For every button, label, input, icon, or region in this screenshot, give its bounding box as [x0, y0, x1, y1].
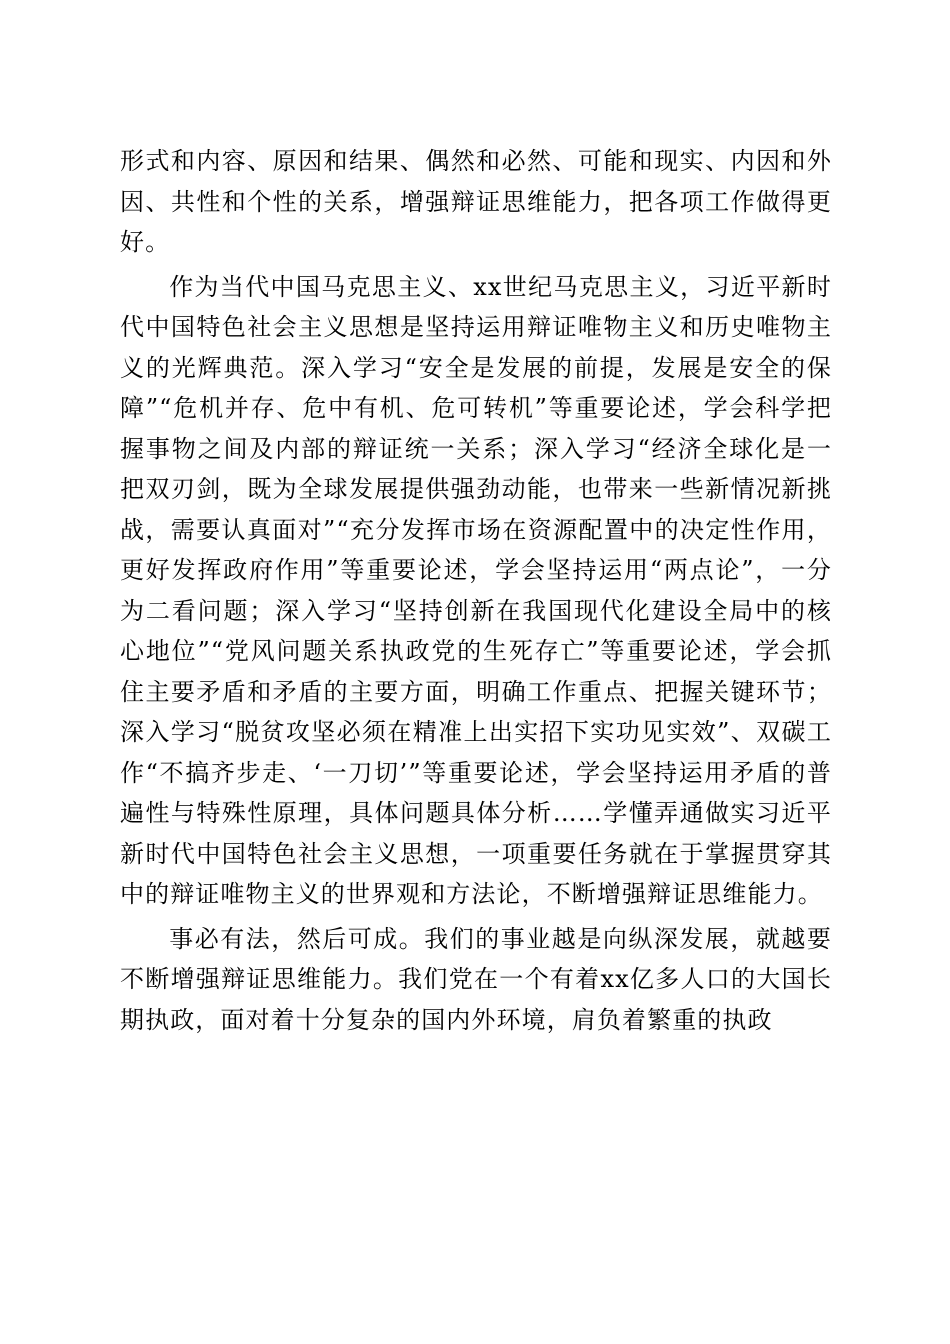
paragraph-method: 事必有法，然后可成。我们的事业越是向纵深发展，就越要不断增强辩证思维能力。我们党在一个有着xx亿多人口的大国长期执政，面对着十分复杂的国内外环境，肩负着繁重的执政	[120, 924, 832, 1034]
paragraph-continuation: 形式和内容、原因和结果、偶然和必然、可能和现实、内因和外因、共性和个性的关系，增强辩证思维能力，把各项工作做得更好。	[120, 147, 832, 256]
paragraph-dialectical-thought: 作为当代中国马克思主义、xx世纪马克思主义，习近平新时代中国特色社会主义思想是坚持运用辩证唯物主义和历史唯物主义的光辉典范。深入学习“安全是发展的前提，发展是安全的保障”“危机并存、危中有机、危可转机”等重要论述，学会科学把握事物之间及内部的辩证统一关系；深入学习“经济全球化是一把双刃剑，既为全球发展提供强劲动能，也带来一些新情况新挑战，需要认真面对”“充分发挥市场在资源配置中的决定性作用，更好发挥政府作用”等重要论述，学会坚持运用“两点论”，一分为二看问题；深入学习“坚持创新在我国现代化建设全局中的核心地位”“党风问题关系执政党的生死存亡”等重要论述，学会抓住主要矛盾和矛盾的主要方面，明确工作重点、把握关键环节；深入学习“脱贫攻坚必须在精准上出实招下实功见实效”、双碳工作“不搞齐步走、‘一刀切’”等重要论述，学会坚持运用矛盾的普遍性与特殊性原理，具体问题具体分析……学懂弄通做实习近平新时代中国特色社会主义思想，一项重要任务就在于掌握贯穿其中的辩证唯物主义的世界观和方法论，不断增强辩证思维能力。	[120, 272, 832, 908]
document-body	[120, 141, 832, 1040]
